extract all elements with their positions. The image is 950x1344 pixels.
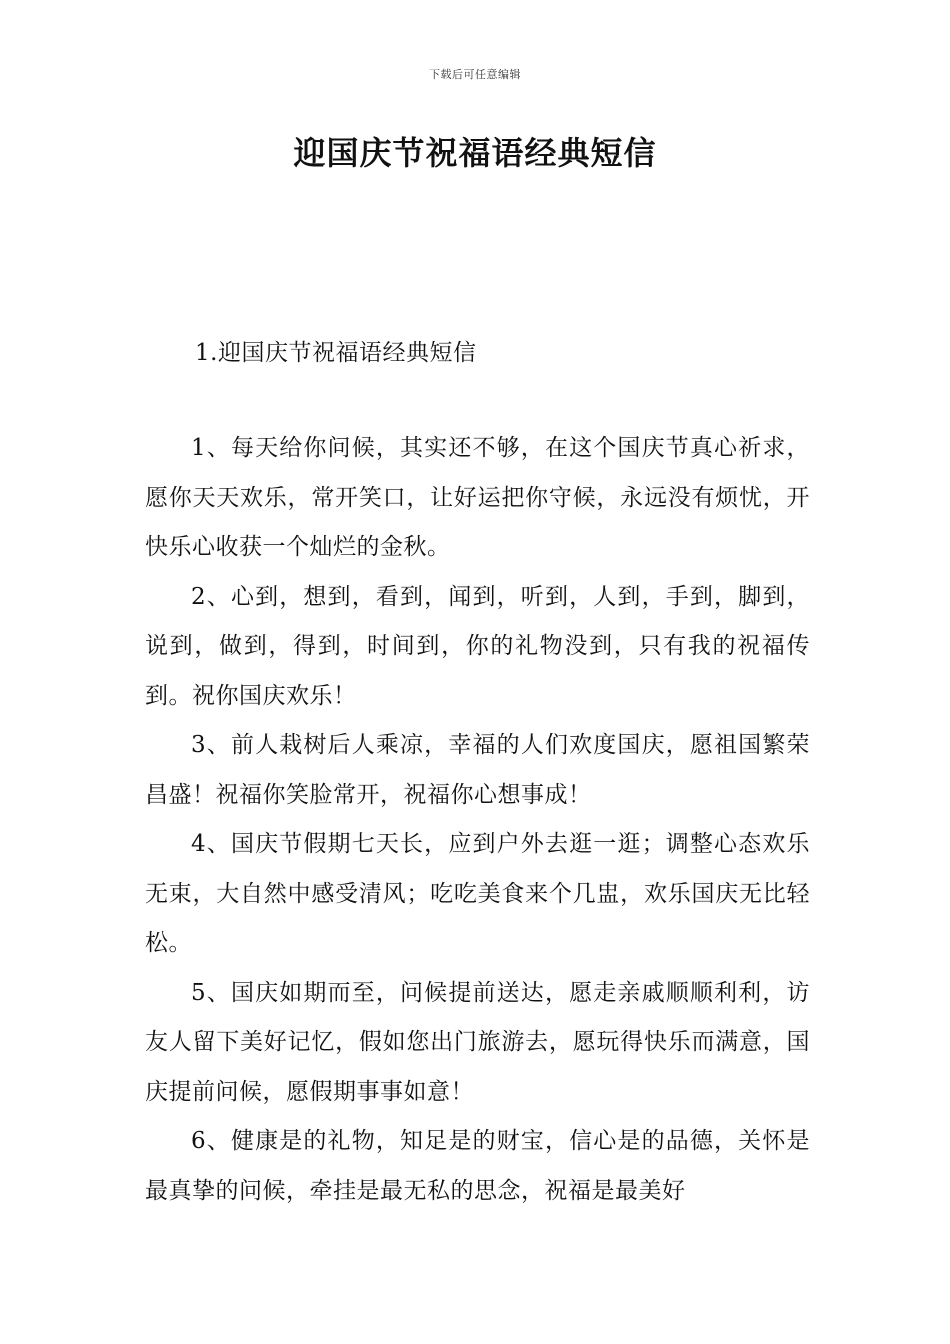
- body-text: [145, 424, 810, 1216]
- paragraph-3: 3、前人栽树后人乘凉，幸福的人们欢度国庆，愿祖国繁荣昌盛！祝福你笑脸常开，祝福你心想事成！: [145, 732, 810, 808]
- paragraph-4: 4、国庆节假期七天长，应到户外去逛一逛；调整心态欢乐无束，大自然中感受清风；吃吃美食来个几盅，欢乐国庆无比轻松。: [145, 831, 810, 956]
- section-title: 1.迎国庆节祝福语经典短信: [195, 340, 477, 366]
- paragraph-6: 6、健康是的礼物，知足是的财宝，信心是的品德，关怀是最真挚的问候，牵挂是最无私的思念，祝福是最美好: [145, 1128, 810, 1204]
- document-title: 迎国庆节祝福语经典短信: [293, 134, 657, 172]
- paragraph-5: 5、国庆如期而至，问候提前送达，愿走亲戚顺顺利利，访友人留下美好记忆，假如您出门旅游去，愿玩得快乐而满意，国庆提前问候，愿假期事事如意！: [145, 979, 810, 1105]
- paragraph-1: 1、每天给你问候，其实还不够，在这个国庆节真心祈求，愿你天天欢乐，常开笑口，让好运把你守候，永远没有烦忧，开快乐心收获一个灿烂的金秋。: [145, 435, 810, 560]
- paragraph-2: 2、心到，想到，看到，闻到，听到，人到，手到，脚到，说到，做到，得到，时间到，你的礼物没到，只有我的祝福传到。祝你国庆欢乐！: [145, 583, 810, 709]
- header-note: 下载后可任意编辑: [429, 68, 521, 81]
